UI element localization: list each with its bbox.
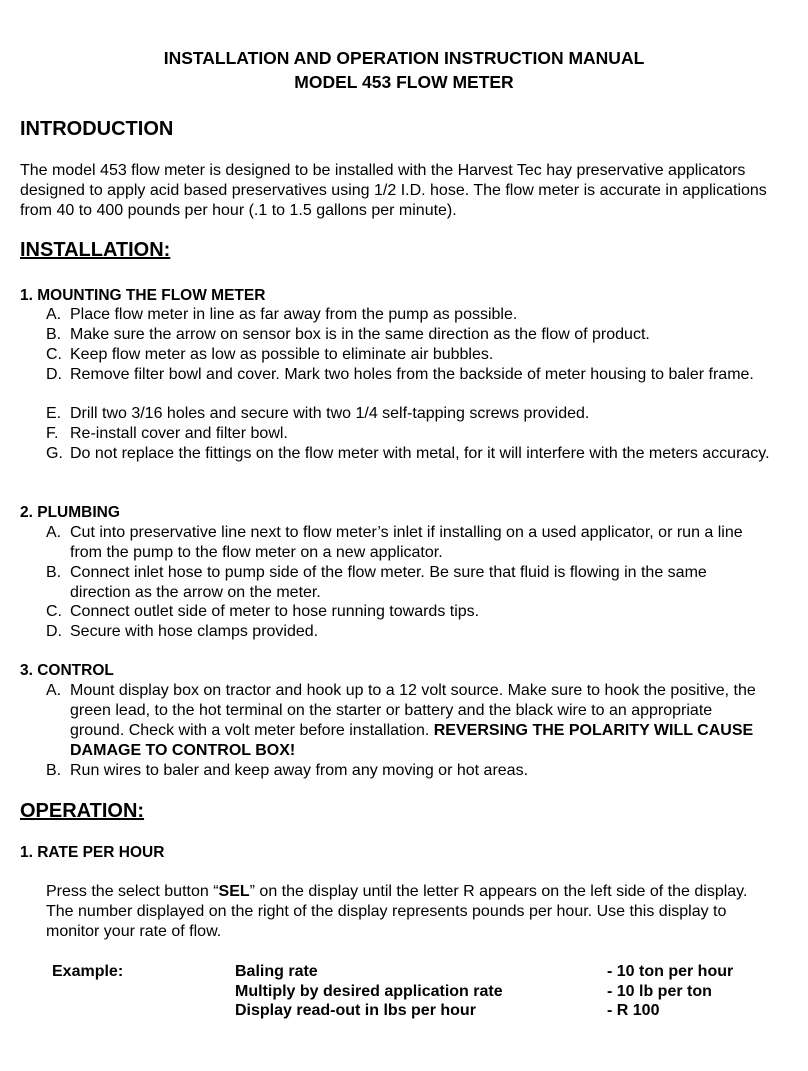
example-value: - R 100: [607, 1002, 660, 1019]
list-letter: E.: [46, 405, 62, 422]
control-instructions: Mount display box on tractor and hook up to a 12 volt source. Make sure to hook the positive, the green lead, to the hot terminal on the starter or battery and the black wire to an appropriate ground. Check with a volt meter before installation.: [70, 682, 756, 739]
list-letter: B.: [46, 762, 62, 779]
list-text: Run wires to baler and keep away from any moving or hot areas.: [70, 762, 529, 779]
list-letter: B.: [46, 564, 62, 581]
rate-heading: 1. RATE PER HOUR: [20, 844, 165, 861]
example-desc: Multiply by desired application rate: [235, 983, 503, 1000]
list-text: Do not replace the fittings on the flow meter with metal, for it will interfere with the meters accuracy.: [70, 445, 770, 462]
list-item: [46, 404, 770, 424]
operation-heading: OPERATION:: [20, 800, 145, 822]
polarity-warning: REVERSING THE POLARITY WILL CAUSE DAMAGE TO CONTROL BOX!: [70, 722, 754, 759]
rate-text-after: ” on the display until the letter R appears on the left side of the display. The number displayed on the right of the display represents pounds per hour. Use this display to monitor your rate of flow.: [46, 883, 748, 940]
list-letter: F.: [46, 425, 59, 442]
example-value: - 10 ton per hour: [607, 963, 734, 980]
list-item: [46, 681, 770, 761]
introduction-heading: INTRODUCTION: [20, 118, 174, 140]
list-text: Secure with hose clamps provided.: [70, 623, 319, 640]
list-text: Drill two 3/16 holes and secure with two 1/4 self-tapping screws provided.: [70, 405, 590, 422]
list-item: [46, 444, 770, 464]
example-desc: Display read-out in lbs per hour: [235, 1002, 476, 1019]
example-label: Example:: [52, 963, 124, 980]
list-text: Make sure the arrow on sensor box is in the same direction as the flow of product.: [70, 326, 650, 343]
list-letter: C.: [46, 346, 62, 363]
list-text: Place flow meter in line as far away from the pump as possible.: [70, 306, 518, 323]
list-item: [46, 563, 770, 603]
example-value: - 10 lb per ton: [607, 983, 712, 1000]
rate-text-before: Press the select button “: [46, 883, 219, 900]
list-letter: D.: [46, 366, 62, 383]
list-item: [46, 345, 770, 365]
list-item: [46, 761, 770, 781]
list-letter: C.: [46, 603, 62, 620]
list-text: Remove filter bowl and cover. Mark two holes from the backside of meter housing to baler frame.: [70, 366, 754, 383]
list-text: Connect outlet side of meter to hose running towards tips.: [70, 603, 480, 620]
example-desc: Baling rate: [235, 963, 318, 980]
list-text: Connect inlet hose to pump side of the flow meter. Be sure that fluid is flowing in the same direction as the arrow on the meter.: [70, 564, 707, 601]
mounting-heading: 1. MOUNTING THE FLOW METER: [20, 287, 266, 304]
document-title: INSTALLATION AND OPERATION INSTRUCTION MANUAL: [163, 48, 645, 68]
list-letter: B.: [46, 326, 62, 343]
list-letter: A.: [46, 682, 62, 699]
list-item: [46, 365, 770, 385]
list-letter: G.: [46, 445, 63, 462]
list-item: [46, 622, 770, 642]
list-item: [46, 602, 770, 622]
list-letter: A.: [46, 306, 62, 323]
list-item: [46, 424, 770, 444]
list-item: [46, 325, 770, 345]
list-item: [46, 305, 770, 325]
list-text: Cut into preservative line next to flow meter’s inlet if installing on a used applicator, or run a line from the pump to the flow meter on a new applicator.: [70, 524, 743, 561]
list-text: Keep flow meter as low as possible to eliminate air bubbles.: [70, 346, 494, 363]
sel-button-name: SEL: [218, 883, 250, 900]
list-item: [46, 523, 770, 563]
list-letter: D.: [46, 623, 62, 640]
plumbing-heading: 2. PLUMBING: [20, 504, 120, 521]
installation-heading: INSTALLATION:: [20, 239, 171, 261]
list-letter: A.: [46, 524, 62, 541]
rate-paragraph: [46, 882, 776, 942]
document-subtitle: MODEL 453 FLOW METER: [294, 72, 514, 92]
list-text: [70, 681, 770, 761]
control-heading: 3. CONTROL: [20, 662, 114, 679]
list-text: Re-install cover and filter bowl.: [70, 425, 288, 442]
introduction-paragraph: The model 453 flow meter is designed to be installed with the Harvest Tec hay preservative applicators designed to apply acid based preservatives using 1/2 I.D. hose. The flow meter is accurate in applications from 40 to 400 pounds per hour (.1 to 1.5 gallons per minute).: [20, 162, 767, 219]
